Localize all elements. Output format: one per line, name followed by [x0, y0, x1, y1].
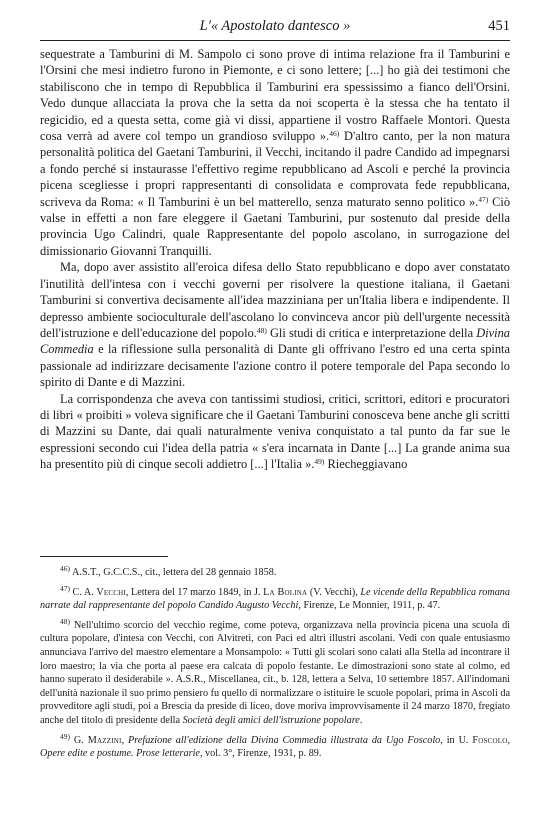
paragraph-3-text-a: La corrispondenza che aveva con tantissimi studiosi, critici, scrittori, editori e procuratori di libri « proibiti » voleva significare che il Gaetani Tamburini conosceva bene anche gli scritti di Mazzini su Dante, dai quali naturalmente veniva conquistato a tal punto da far sue le espressioni secondo cui l'idea della patria « s'era incarnata in Dante [...] La grande anima sua ha presentito più di cinque secoli addietro [...] l'Italia ». — [40, 391, 510, 472]
footnote-ref-46: 46) — [329, 129, 340, 139]
paragraph-1-text-c: Ciò valse in effetti a non fare eleggere il Gaetani Tamburini, pur sostenuto dal preside della provincia Ugo Calindri, quale Rappresentante del popolo ascolano, in surrogazione del dimissionario Giovanni Tranquilli. — [40, 194, 511, 258]
footnote-text: A.S.T., G.C.C.S., cit., lettera del 28 gennaio 1858. — [70, 567, 277, 578]
page-number: 451 — [488, 18, 510, 34]
header-title: L'« Apostolato dantesco » — [199, 18, 351, 34]
paragraph-1-text-a: sequestrate a Tamburini di M. Sampolo ci sono prove di intima relazione fra il Tamburini e l'Orsini che mesi indietro furono in Piemonte, e ci sono lettere; [...] ho già dei testimoni che stabiliscono che in tempo di Repubblica il Tamburini era spessissimo a fianco dell'Orsini. Vedo dunque allacciata la prova che la setta da noi scoperta è la stessa che ha tentato il regicidio, ed a questa setta, come già vi dissi, appartiene il vostro Raffaele Montori. Questa cosa verrà ad avere col tempo un grandioso sviluppo ». — [40, 47, 510, 144]
author-name: Foscolo — [472, 734, 508, 746]
footnote-text: , in U. — [440, 734, 473, 746]
header-rule — [40, 40, 510, 41]
paragraph-2 — [40, 259, 510, 390]
body-text — [40, 46, 510, 473]
work-title: Opere edite e postume. Prose letterarie — [40, 748, 200, 760]
paragraph-3 — [40, 391, 510, 473]
footnote-text: , Firenze, Le Monnier, 1911, p. 47. — [298, 600, 441, 612]
footnote-ref-47: 47) — [478, 194, 489, 204]
paragraph-2-text-a: Ma, dopo aver assistito all'eroica difesa dello Stato repubblicano e dopo aver constatato l'inutilità dell'intesa con i vecchi governi per risolvere la questione italiana, il Gaetani Tamburini si convertiva decisamente all'idea mazziniana per un'Italia libera e indipendente. Il depresso ambiente socioculturale dell'ascolano lo convinceva ancor più dell'urgente necessità dell'istruzione e dell'educazione del popolo. — [40, 260, 510, 340]
footnote-text: (V. Vecchi), — [307, 586, 361, 598]
footnote-ref-48: 48) — [256, 325, 267, 335]
work-title: Prefazione all'edizione della Divina Commedia illustrata da Ugo Foscolo — [128, 734, 441, 746]
author-name: La Bolina — [263, 586, 308, 598]
footnote-text: , Lettera del 17 marzo 1849, in J. — [125, 586, 264, 598]
author-name: Mazzini — [87, 734, 122, 746]
paragraph-1-text-b: D'altro canto, per la non matura personalità politica del Gaetani Tamburini, il Vecchi, incitando il padre Candido ad impegnarsi a fondo perché si instaurasse l'effettivo regime repubblicano ad Ascoli e perché la provincia picena scegliesse i propri rappresentanti di consolidata e comprovata fede repubblicana, scriveva da Roma: « Il Tamburini è un bel matterello, senza maturato senno politico ». — [40, 129, 510, 209]
footnote-text: G. — [70, 734, 88, 746]
paragraph-2-text-c: e la riflessione sulla personalità di Dante gli offrivano l'estro ed una certa spinta passionale ad indirizzare decisamente l'azione contro il potere temporale del Papa secondo lo spirito di Dante e di Mazzini. — [40, 342, 510, 390]
footnote-number: 46) — [60, 564, 70, 573]
footnotes — [40, 566, 510, 767]
footnote-48 — [40, 616, 510, 728]
footnote-47 — [40, 583, 510, 613]
footnote-text: , — [121, 734, 129, 746]
author-name: Vecchi — [96, 586, 126, 598]
paragraph-1 — [40, 46, 510, 259]
footnote-ref-49: 49) — [314, 457, 325, 467]
footnote-rule — [40, 556, 168, 557]
running-header — [40, 18, 510, 40]
footnote-49 — [40, 731, 511, 761]
work-title-divina-commedia: Divina Commedia — [40, 325, 510, 357]
footnote-46 — [40, 566, 510, 580]
footnote-number: 48) — [60, 616, 70, 626]
footnote-text: C. A. — [70, 586, 97, 598]
footnote-text: , vol. 3°, Firenze, 1931, p. 89. — [199, 748, 322, 760]
footnote-text: Nell'ultimo scorcio del vecchio regime, come poteva, organizzava nella provincia picena una scuola di cultura popolare, d'intesa con Vecchi, con Alvitreti, con Paci ed altri illustri ascolani. Vedi con quale entusiasmo annunciava l'arrivo del maestro elementare a Monsampolo: « Tutti gli scolari sono calati alla Stella ad incontrare il loro maestro; la via che porta al paese era calcata di popolo festante. Le dimostrazioni sono state al colmo, ed hanno superato il desiderabile ». A.S.R., Miscellanea, cit., b. 128, lettera a Selva, 10 settembre 1857. All'indomani dell'unità nazionale il suo primo pensiero fu quello di normalizzare o istituire le scuole popolari, prima in Ascoli da provveditore agli studi, poi a Brescia da preside di liceo, dove moriva improvvisamente il 24 marzo 1870, fregiato anche del titolo di presidente della — [40, 619, 510, 726]
footnote-text: , — [507, 734, 511, 746]
footnote-text: . — [359, 714, 363, 726]
paragraph-3-text-b: Riecheggiavano — [324, 457, 408, 472]
footnote-number: 47) — [60, 583, 70, 593]
work-title: Società degli amici dell'istruzione popolare — [182, 714, 360, 726]
footnote-number: 49) — [60, 731, 70, 741]
paragraph-2-text-b: Gli studi di critica e interpretazione della — [266, 325, 477, 340]
work-title: Le vicende della Repubblica romana narrate dal rappresentante del popolo Candido Augusto Vecchi — [40, 586, 510, 612]
